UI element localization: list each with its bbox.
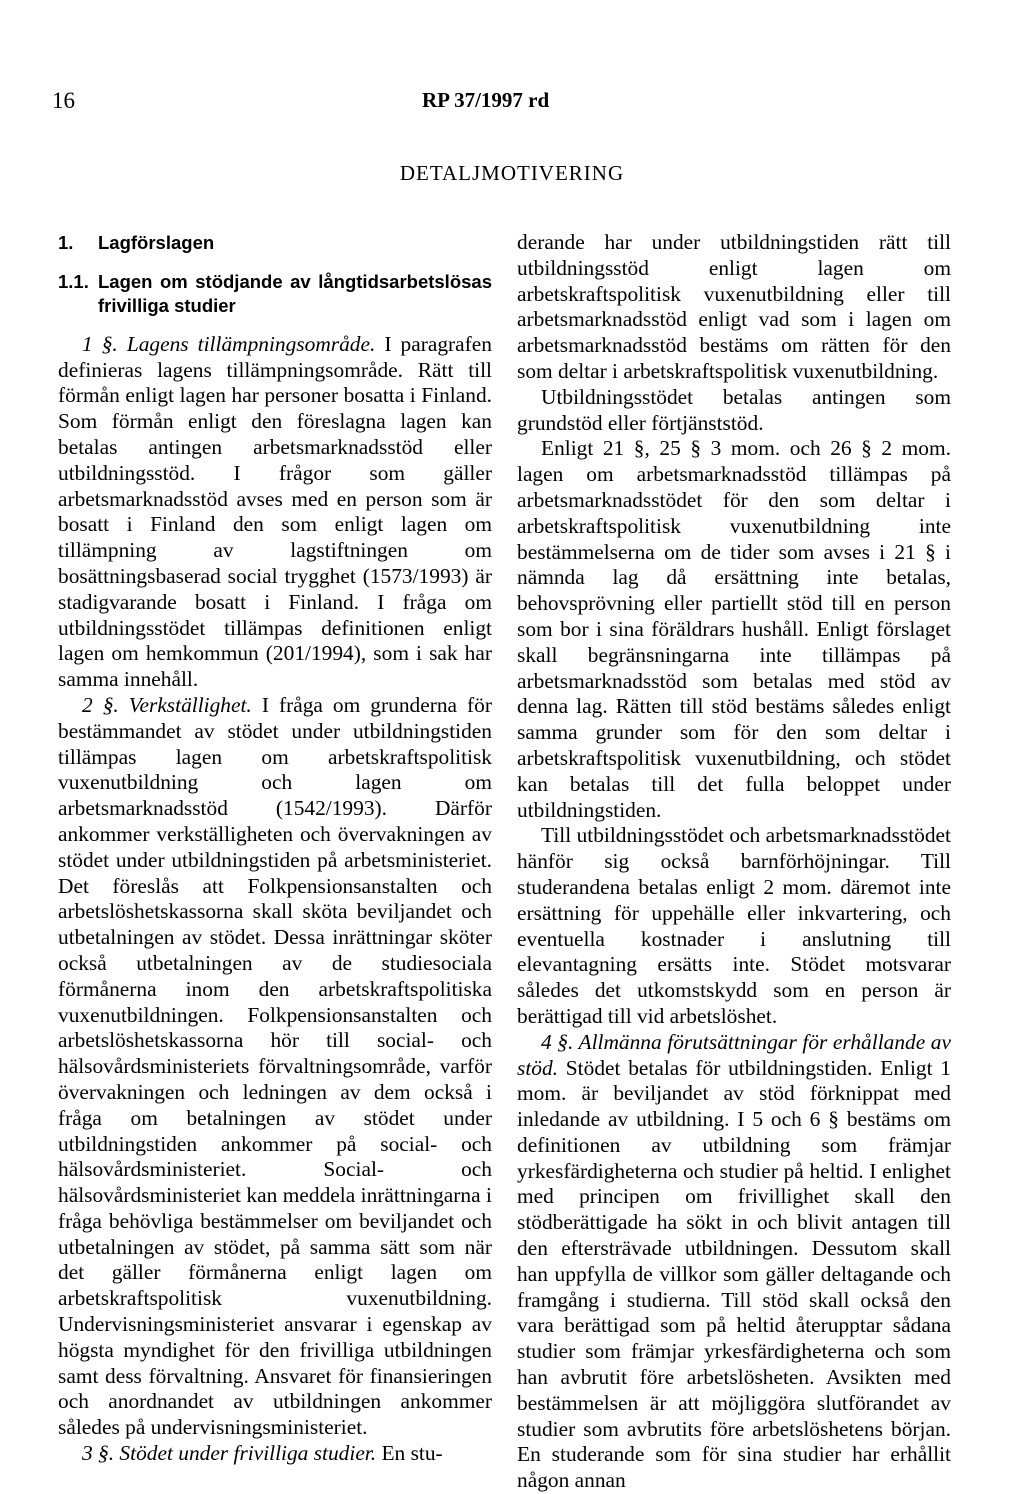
paragraph-section-2 [58,693,492,1441]
section-title: Lagförslagen [98,232,215,253]
paragraph-lead: 1 §. Lagens tillämpningsområde. [82,331,376,356]
paragraph-text: I fråga om grunderna för bestämmandet av stödet under utbildningstiden tillämpas lagen om arbetskraftspolitisk vuxenutbildning och lagen om arbetsmarknadsstöd (1542/1993). Därför ankommer verkställigheten och övervakningen av stödet under utbildningstiden på arbetsministeriet. Det föreslås att Folkpensionsanstalten och arbetslöshetskassorna skall sköta beviljandet och utbetalningen av stödet. Dessa inrättningar sköter också utbetalningen av de studiesociala förmånerna inom den arbetskraftspolitiska vuxenutbildningen. Folkpensionsanstalten och arbetslöshetskassorna hör till social- och hälsovårdsministeriets förvaltningsområde, varför övervakningen och ledningen av dem också i fråga om betalningen av stödet under utbildningstiden ankommer på social- och hälsovårdsministeriet. Social- och hälsovårdsministeriet kan meddela inrättningarna i fråga behövliga bestämmelser om beviljandet och utbetalningen av stödet, på samma sätt som när det gäller förmånerna enligt lagen om arbetskraftspolitisk vuxenutbildning. Undervisningsministeriet ansvarar i egenskap av högsta myndighet för den frivilliga utbildningen samt dess förvaltning. Ansvaret för finansieringen och anordnandet av utbildningen ankommer således på undervisningsministeriet. [58,692,492,1440]
paragraph-lead: 3 §. Stödet under frivilliga studier. [82,1441,377,1466]
document-id: RP 37/1997 rd [422,88,550,112]
paragraph-text: I paragrafen definieras lagens tillämpningsområde. Rätt till förmån enligt lagen har personer bosatta i Finland. Som förmån enligt den föreslagna lagen kan betalas antingen arbetsmarknadsstöd eller utbildningsstöd. I frågor som gäller arbetsmarknadsstöd avses med en person som är bosatt i Finland den som enligt lagen om tillämpning av lagstiftningen om bosättningsbaserad social trygghet (1573/1993) är stadigvarande bosatt i Finland. I fråga om utbildningsstödet tillämpas definitionen enligt lagen om hemkommun (201/1994), som i sak har samma innehåll. [58,331,492,692]
page-title: DETALJMOTIVERING [399,161,625,185]
paragraph-text: En stu- [376,1441,443,1466]
section-heading-1 [58,230,492,256]
paragraph-continuation: derande har under utbildningstiden rätt till utbildningsstöd enligt lagen om arbetskraftspolitisk vuxenutbildning eller till arbetsmarknadsstöd enligt vad som i lagen om arbetsmarknadsstöd bestäms om rätten för den som deltar i arbetskraftspolitisk vuxenutbildning. [517,230,951,383]
paragraph: Till utbildningsstödet och arbetsmarknadsstödet hänför sig också barnförhöjningar. Till studerandena betalas enligt 2 mom. däremot inte ersättning för uppehälle eller inkvartering, och eventuella kostnader i anslutning till elevantagning ersätts inte. Stödet motsvarar således det utkomstskydd som en person är berättigad till vid arbetslöshet. [517,823,951,1028]
section-heading-1-1 [58,270,492,318]
paragraph-lead: 4 §. Allmänna förutsättningar för erhållande av stöd. [517,1029,951,1080]
paragraph-section-1 [58,332,492,693]
paragraph: Enligt 21 §, 25 § 3 mom. och 26 § 2 mom. lagen om arbetsmarknadsstöd tillämpas på arbetsmarknadsstödet för den som deltar i arbetskraftspolitisk vuxenutbildning inte bestämmelserna om de tider som avses i 21 § i nämnda lag då ersättning inte betalas, behovsprövning eller partiellt stöd till en person som bor i sina föräldrars hushåll. Enligt förslaget skall begränsningarna inte tillämpas på arbetsmarknadsstöd som betalas med stöd av denna lag. Rätten till stöd bestäms således enligt samma grunder som för den som deltar i arbetskraftspolitisk vuxenutbildning, och stödet kan betalas till det fulla beloppet under utbildningstiden. [517,436,951,822]
section-number: 1. [58,232,74,253]
paragraph-text: Stödet betalas för utbildningstiden. Enligt 1 mom. är beviljandet av stöd förknippat med inledande av utbildning. I 5 och 6 § bestäms om definitionen av utbildning som främjar yrkesfärdigheterna och studier på heltid. I enlighet med principen om frivillighet skall den stödberättigade ha sökt in och blivit antagen till den eftersträvade utbildningen. Dessutom skall han uppfylla de villkor som gäller deltagande och framgång i studierna. Till stöd skall också den vara berättigad som på heltid återupptar sådana studier som främjar yrkesfärdigheterna och som han avbrutit före arbetslösheten. Avsikten med bestämmelsen är att möjliggöra slutförandet av studier som avbrutits före arbetslöshetens början. En studerande som för sina studier har erhållit någon annan [517,1055,951,1493]
paragraph: Utbildningsstödet betalas antingen som grundstöd eller förtjänststöd. [517,384,951,435]
page-header [52,88,972,118]
right-column [517,230,951,1494]
page-number: 16 [52,88,75,113]
paragraph-section-4 [517,1030,951,1494]
section-number: 1.1. [58,270,89,292]
paragraph-lead: 2 §. Verkställighet. [82,692,252,717]
section-title: Lagen om stödjande av långtidsarbetslösas frivilliga studier [98,270,492,316]
paragraph-section-3 [58,1441,492,1467]
left-column [58,230,492,1467]
